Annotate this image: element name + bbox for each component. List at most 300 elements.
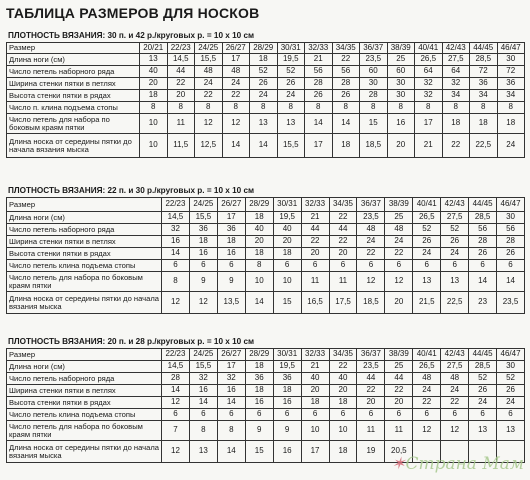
table-row [7, 373, 525, 385]
table-cell: 36 [273, 373, 301, 385]
table-cell: 26,5 [415, 54, 443, 66]
table-cell: 16 [189, 385, 217, 397]
section-header: ПЛОТНОСТЬ ВЯЗАНИЯ: 30 п. и 42 р./круговых р. = 10 х 10 см [8, 31, 255, 40]
table-cell: 6 [217, 260, 245, 272]
table-cell: 12 [162, 292, 190, 314]
size-header-cell: 36/37 [357, 349, 385, 361]
table-row [7, 78, 525, 90]
table-cell: 15,5 [189, 361, 217, 373]
section-header: ПЛОТНОСТЬ ВЯЗАНИЯ: 22 п. и 30 р./круговых р. = 10 х 10 см [8, 186, 255, 195]
table-cell: 44 [167, 66, 195, 78]
table-cell: 36 [470, 78, 498, 90]
table-cell: 44 [301, 224, 329, 236]
header-row [7, 43, 525, 54]
size-header-cell: 38/39 [385, 349, 413, 361]
size-header-cell: 36/37 [360, 43, 388, 54]
table-cell: 36 [245, 373, 273, 385]
table-cell: 14,5 [167, 54, 195, 66]
table-cell: 6 [385, 409, 413, 421]
table-cell: 15,5 [195, 54, 223, 66]
table-cell: 6 [329, 409, 357, 421]
table-cell: 18 [245, 248, 273, 260]
table-cell: 13 [277, 114, 305, 134]
table-cell: 12 [357, 272, 385, 292]
table-cell: 22 [167, 78, 195, 90]
table-cell: 48 [195, 66, 223, 78]
table-cell: 8 [332, 102, 360, 114]
table-cell: 8 [195, 102, 223, 114]
size-header-cell: 22/23 [167, 43, 195, 54]
table-cell: 22 [441, 397, 469, 409]
table-cell: 22 [357, 248, 385, 260]
table-cell: 52 [441, 224, 469, 236]
table-cell: 52 [277, 66, 305, 78]
table-cell: 28 [469, 236, 497, 248]
table-cell: 22 [332, 54, 360, 66]
size-header-cell: 40/41 [413, 198, 441, 212]
table-cell: 14 [189, 397, 217, 409]
table-cell: 12,5 [195, 134, 223, 158]
table-cell: 12 [189, 292, 217, 314]
table-cell: 7 [162, 421, 190, 441]
table-cell: 25 [385, 212, 413, 224]
table-cell: 11 [385, 421, 413, 441]
row-label: Ширина стенки пятки в петлях [7, 385, 162, 397]
row-label: Высота стенки пятки в рядах [7, 397, 162, 409]
size-header-cell: 38/39 [385, 198, 413, 212]
page-title: ТАБЛИЦА РАЗМЕРОВ ДЛЯ НОСКОВ [6, 5, 260, 21]
table-cell: 40 [329, 373, 357, 385]
table-cell: 24 [413, 248, 441, 260]
table-cell: 24 [469, 397, 497, 409]
size-header-cell: 40/41 [415, 43, 443, 54]
table-cell: 14,5 [162, 361, 190, 373]
size-header-cell: 26/27 [222, 43, 250, 54]
table-cell: 28,5 [469, 212, 497, 224]
table-row [7, 236, 525, 248]
table-cell: 20 [329, 385, 357, 397]
size-header-cell: 42/43 [441, 198, 469, 212]
table-cell: 32 [442, 78, 470, 90]
size-header-cell: 30/31 [277, 43, 305, 54]
table-cell: 15 [245, 441, 273, 463]
table-cell: 8 [360, 102, 388, 114]
table-cell: 15,5 [277, 134, 305, 158]
table-cell: 27,5 [442, 54, 470, 66]
table-cell: 64 [442, 66, 470, 78]
table-cell: 26 [332, 90, 360, 102]
table-cell: 56 [332, 66, 360, 78]
row-label: Число петель клина подъема стопы [7, 260, 162, 272]
table-cell: 8 [140, 102, 168, 114]
table-row [7, 90, 525, 102]
size-header-cell: 44/45 [469, 349, 497, 361]
table-cell: 32 [415, 90, 443, 102]
table-cell: 12 [195, 114, 223, 134]
table-cell: 18 [329, 397, 357, 409]
table-cell: 18 [442, 114, 470, 134]
table-cell: 16 [162, 236, 190, 248]
table-cell: 56 [497, 224, 525, 236]
table-cell: 26 [413, 236, 441, 248]
table-cell: 24 [222, 78, 250, 90]
table-cell: 14 [332, 114, 360, 134]
size-header-cell: 40/41 [413, 349, 441, 361]
table-cell: 20 [385, 397, 413, 409]
table-cell: 18 [189, 236, 217, 248]
table-cell: 19 [357, 441, 385, 463]
table-cell: 6 [413, 409, 441, 421]
table-cell: 6 [189, 260, 217, 272]
table-cell: 18,5 [360, 134, 388, 158]
size-header-cell: 22/23 [162, 349, 190, 361]
table-cell: 22 [329, 236, 357, 248]
size-header-cell: 38/39 [387, 43, 415, 54]
table-cell: 32 [162, 224, 190, 236]
table-cell: 17,5 [329, 292, 357, 314]
size-header-cell: 32/33 [305, 43, 333, 54]
table-cell: 8 [442, 102, 470, 114]
table-cell: 12 [413, 421, 441, 441]
table-cell: 13 [469, 421, 497, 441]
table-cell: 6 [245, 409, 273, 421]
table-row [7, 134, 525, 158]
table-cell: 14 [162, 385, 190, 397]
table-cell: 30 [360, 78, 388, 90]
table-cell: 21,5 [413, 292, 441, 314]
table-cell: 20 [273, 236, 301, 248]
table-cell: 18,5 [357, 292, 385, 314]
size-header-cell: 42/43 [442, 43, 470, 54]
table-cell: 18 [273, 385, 301, 397]
table-cell: 24 [195, 78, 223, 90]
table-cell: 16 [273, 397, 301, 409]
table-cell: 21 [301, 212, 329, 224]
table-cell: 60 [387, 66, 415, 78]
table-cell: 18 [217, 236, 245, 248]
table-cell: 12 [162, 397, 190, 409]
table-cell: 20 [385, 292, 413, 314]
table-cell: 28 [497, 236, 525, 248]
size-label: Размер [7, 43, 140, 54]
table-cell: 11 [329, 272, 357, 292]
table-cell: 8 [277, 102, 305, 114]
table-cell: 6 [497, 409, 525, 421]
size-table [6, 197, 525, 314]
table-cell: 20 [329, 248, 357, 260]
table-cell: 18 [250, 54, 278, 66]
table-cell: 11 [301, 272, 329, 292]
table-cell: 15 [273, 292, 301, 314]
table-cell: 10 [329, 421, 357, 441]
row-label: Высота стенки пятки в рядах [7, 90, 140, 102]
table-cell: 18 [140, 90, 168, 102]
table-row [7, 409, 525, 421]
table-cell: 26 [497, 248, 525, 260]
table-cell: 23,5 [357, 361, 385, 373]
table-cell: 52 [250, 66, 278, 78]
table-cell: 30 [497, 212, 525, 224]
table-cell: 19,5 [277, 54, 305, 66]
table-cell: 15 [360, 114, 388, 134]
table-row [7, 248, 525, 260]
row-label: Число петель наборного ряда [7, 224, 162, 236]
table-cell: 40 [245, 224, 273, 236]
table-cell: 22 [413, 397, 441, 409]
table-cell: 18 [245, 385, 273, 397]
table-cell: 12 [222, 114, 250, 134]
header-row [7, 198, 525, 212]
table-cell: 48 [357, 224, 385, 236]
table-cell: 56 [305, 66, 333, 78]
table-row [7, 114, 525, 134]
table-cell: 26 [469, 248, 497, 260]
table-cell: 20 [357, 397, 385, 409]
table-cell: 40 [301, 373, 329, 385]
table-cell: 16 [273, 441, 301, 463]
table-cell: 8 [222, 102, 250, 114]
table-cell: 22 [357, 385, 385, 397]
table-cell: 48 [222, 66, 250, 78]
table-cell: 21 [415, 134, 443, 158]
row-label: Длина ноги (см) [7, 361, 162, 373]
table-cell: 44 [385, 373, 413, 385]
table-cell: 6 [469, 409, 497, 421]
table-cell: 13 [413, 272, 441, 292]
table-cell: 6 [162, 260, 190, 272]
table-cell: 10 [273, 272, 301, 292]
table-cell: 72 [470, 66, 498, 78]
table-cell: 17 [415, 114, 443, 134]
table-cell: 14 [217, 397, 245, 409]
table-cell: 22,5 [441, 292, 469, 314]
size-header-cell: 44/45 [469, 198, 497, 212]
table-cell: 10 [140, 114, 168, 134]
table-cell: 10 [245, 272, 273, 292]
table-cell: 24 [357, 236, 385, 248]
table-cell: 8 [250, 102, 278, 114]
size-header-cell: 24/25 [195, 43, 223, 54]
table-row [7, 66, 525, 78]
table-cell: 20 [140, 78, 168, 90]
table-cell: 40 [273, 224, 301, 236]
table-cell: 14,5 [162, 212, 190, 224]
table-row [7, 54, 525, 66]
table-cell: 48 [413, 373, 441, 385]
table-cell: 25 [387, 54, 415, 66]
row-label: Число п. клина подъема стопы [7, 102, 140, 114]
row-label: Ширина стенки пятки в петлях [7, 78, 140, 90]
table-cell: 30 [497, 54, 525, 66]
size-header-cell: 24/25 [189, 349, 217, 361]
table-cell: 18 [245, 212, 273, 224]
table-cell: 9 [273, 421, 301, 441]
table-cell: 16 [217, 385, 245, 397]
table-cell: 28,5 [470, 54, 498, 66]
table-row [7, 102, 525, 114]
table-row [7, 260, 525, 272]
table-cell: 36 [497, 78, 525, 90]
table-cell: 30 [387, 78, 415, 90]
watermark [391, 454, 524, 474]
table-cell: 18 [332, 134, 360, 158]
table-cell: 8 [415, 102, 443, 114]
table-cell: 44 [357, 373, 385, 385]
table-cell: 18 [301, 397, 329, 409]
table-row [7, 272, 525, 292]
table-row [7, 224, 525, 236]
row-label: Число петель наборного ряда [7, 66, 140, 78]
table-cell: 44 [329, 224, 357, 236]
table-cell: 12 [162, 441, 190, 463]
table-cell: 26 [250, 78, 278, 90]
table-row [7, 385, 525, 397]
section-22-30 [0, 186, 530, 336]
table-cell: 34 [442, 90, 470, 102]
table-cell: 26,5 [413, 361, 441, 373]
table-cell: 23,5 [357, 212, 385, 224]
table-cell: 34 [497, 90, 525, 102]
table-cell: 20 [245, 236, 273, 248]
size-header-cell: 20/21 [140, 43, 168, 54]
table-cell: 34 [470, 90, 498, 102]
size-header-cell: 34/35 [329, 349, 357, 361]
table-cell: 24 [250, 90, 278, 102]
table-cell: 21 [305, 54, 333, 66]
section-header: ПЛОТНОСТЬ ВЯЗАНИЯ: 20 п. и 28 р./круговых р. = 10 х 10 см [8, 337, 255, 346]
table-cell: 28 [332, 78, 360, 90]
table-cell: 22 [385, 385, 413, 397]
table-cell: 18 [245, 361, 273, 373]
size-header-cell: 30/31 [273, 198, 301, 212]
size-label: Размер [7, 349, 162, 361]
table-cell: 48 [441, 373, 469, 385]
table-cell: 16,5 [301, 292, 329, 314]
table-cell: 11 [167, 114, 195, 134]
table-cell: 26,5 [413, 212, 441, 224]
table-cell: 28 [162, 373, 190, 385]
table-cell: 22 [329, 361, 357, 373]
table-cell: 19,5 [273, 361, 301, 373]
size-header-cell: 32/33 [301, 349, 329, 361]
size-header-cell: 22/23 [162, 198, 190, 212]
table-cell: 6 [469, 260, 497, 272]
row-label: Число петель клина подъема стопы [7, 409, 162, 421]
size-header-cell: 44/45 [470, 43, 498, 54]
size-header-cell: 46/47 [497, 349, 525, 361]
table-cell: 9 [217, 272, 245, 292]
size-header-cell: 26/27 [217, 198, 245, 212]
table-cell: 21 [301, 361, 329, 373]
table-row [7, 361, 525, 373]
row-label: Число петель для набора по боковым краям пятки [7, 114, 140, 134]
table-cell: 26 [497, 385, 525, 397]
row-label: Число петель для набора по боковым краям пятки [7, 272, 162, 292]
table-row [7, 212, 525, 224]
table-cell: 26 [469, 385, 497, 397]
table-cell: 32 [217, 373, 245, 385]
row-label: Длина носка от середины пятки до начала вязания мыска [7, 292, 162, 314]
table-cell: 8 [245, 260, 273, 272]
size-header-cell: 36/37 [357, 198, 385, 212]
table-cell: 6 [189, 409, 217, 421]
table-cell: 23,5 [497, 292, 525, 314]
watermark-text: Страна Мам [405, 454, 524, 474]
row-label: Высота стенки пятки в рядах [7, 248, 162, 260]
table-cell: 8 [167, 102, 195, 114]
table-cell: 14 [497, 272, 525, 292]
star-icon: ✶ [391, 454, 406, 474]
table-cell: 24 [413, 385, 441, 397]
table-cell: 17 [217, 212, 245, 224]
table-cell: 24 [497, 397, 525, 409]
table-cell: 6 [301, 409, 329, 421]
table-cell: 8 [497, 102, 525, 114]
table-cell: 6 [441, 260, 469, 272]
table-cell: 6 [162, 409, 190, 421]
table-cell: 6 [385, 260, 413, 272]
size-header-cell: 28/29 [245, 349, 273, 361]
table-cell: 14 [222, 134, 250, 158]
table-cell: 22 [222, 90, 250, 102]
table-cell: 18 [273, 248, 301, 260]
size-header-cell: 28/29 [245, 198, 273, 212]
table-cell: 13 [250, 114, 278, 134]
table-cell: 14 [250, 134, 278, 158]
table-cell: 60 [360, 66, 388, 78]
table-cell: 9 [189, 272, 217, 292]
table-cell: 16 [189, 248, 217, 260]
table-cell: 18 [329, 441, 357, 463]
table-cell: 8 [470, 102, 498, 114]
table-cell: 22 [329, 212, 357, 224]
header-row [7, 349, 525, 361]
table-cell: 16 [387, 114, 415, 134]
table-cell: 24 [441, 248, 469, 260]
table-cell: 17 [222, 54, 250, 66]
table-row [7, 397, 525, 409]
table-cell: 32 [415, 78, 443, 90]
size-header-cell: 46/47 [497, 198, 525, 212]
table-cell: 9 [245, 421, 273, 441]
table-cell: 20 [301, 385, 329, 397]
table-cell: 6 [273, 260, 301, 272]
table-cell: 22 [442, 134, 470, 158]
table-cell: 8 [189, 421, 217, 441]
table-row [7, 292, 525, 314]
table-cell: 6 [441, 409, 469, 421]
row-label: Число петель наборного ряда [7, 373, 162, 385]
table-cell: 40 [140, 66, 168, 78]
table-cell: 8 [217, 421, 245, 441]
table-cell: 6 [329, 260, 357, 272]
table-cell: 28,5 [469, 361, 497, 373]
size-table [6, 348, 525, 463]
table-cell: 25 [385, 361, 413, 373]
size-header-cell: 46/47 [497, 43, 525, 54]
table-cell: 14 [469, 272, 497, 292]
table-cell: 15,5 [189, 212, 217, 224]
row-label: Длина носка от середины пятки до начала вязания мыска [7, 441, 162, 463]
size-header-cell: 30/31 [273, 349, 301, 361]
table-cell: 27,5 [441, 212, 469, 224]
table-cell: 32 [189, 373, 217, 385]
table-cell: 12 [385, 272, 413, 292]
table-row [7, 421, 525, 441]
table-cell: 22 [195, 90, 223, 102]
table-cell: 8 [387, 102, 415, 114]
table-cell: 13 [189, 441, 217, 463]
